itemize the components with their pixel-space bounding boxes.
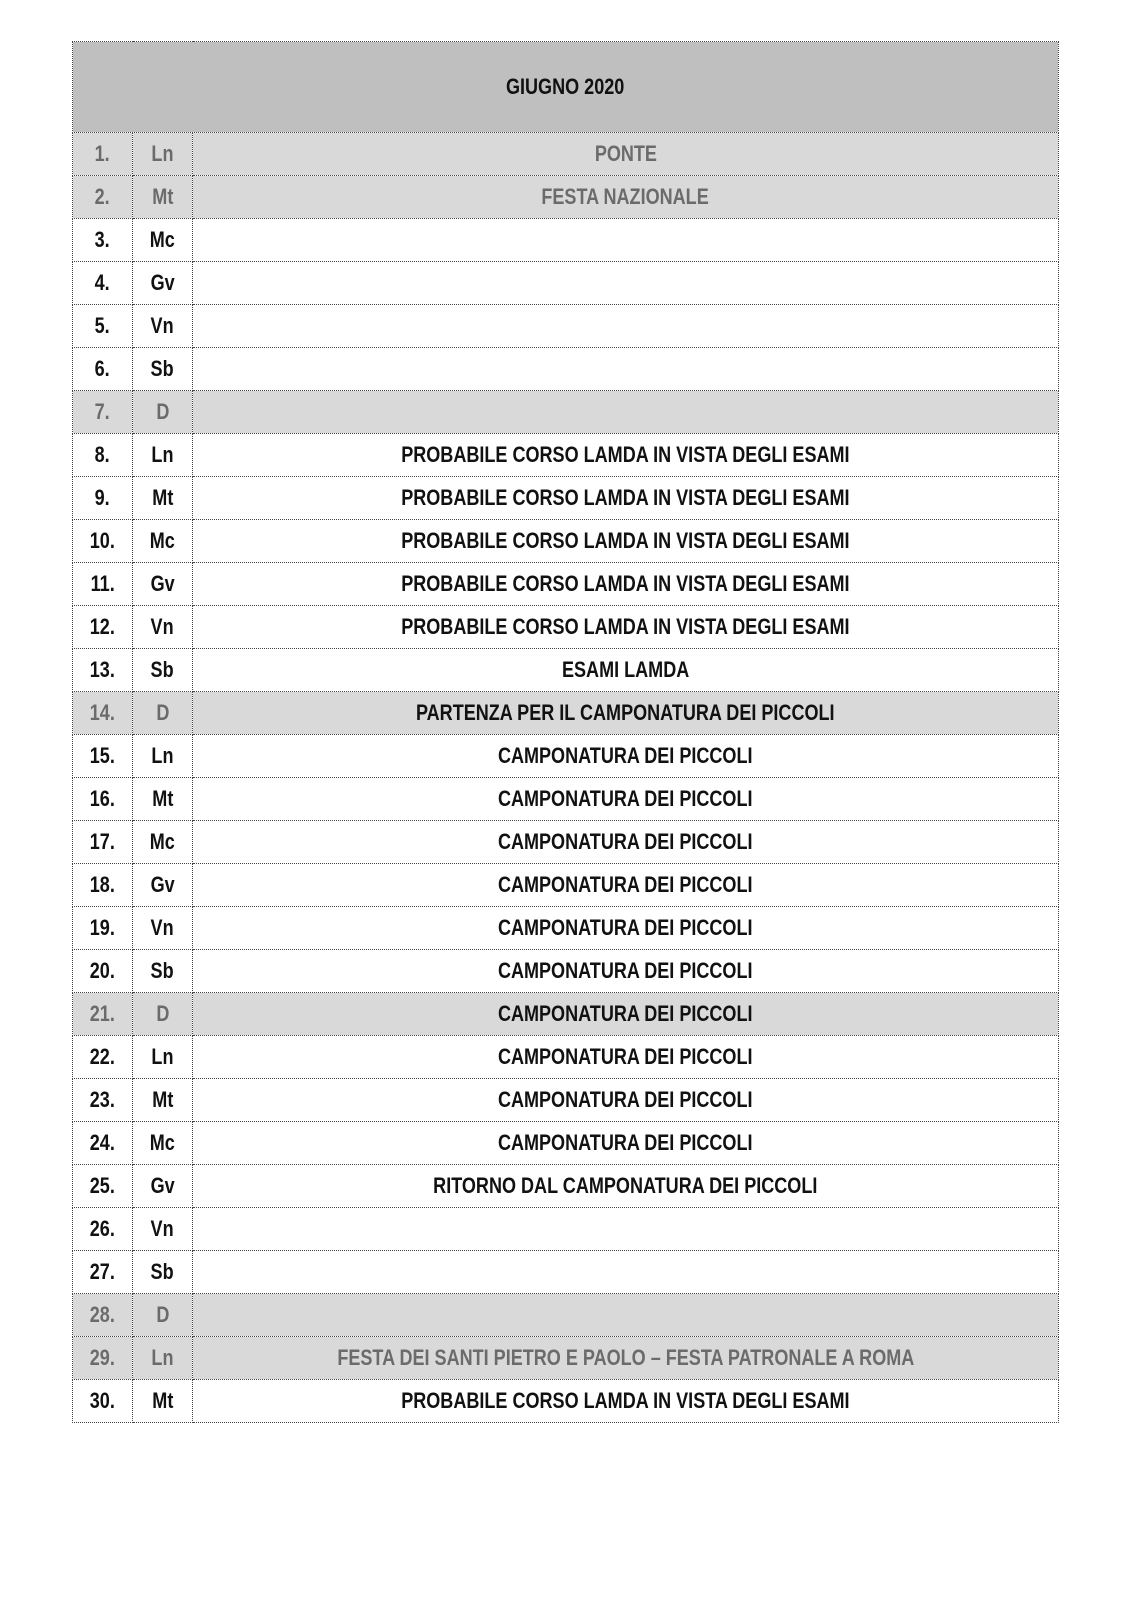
weekday-cell-text: Mc: [149, 227, 176, 252]
day-number-cell-text: 25.: [89, 1173, 116, 1198]
day-number-cell: [73, 1122, 133, 1165]
weekday-cell: [133, 821, 193, 864]
day-number-cell-text: 6.: [94, 356, 111, 381]
day-number-cell: [73, 1251, 133, 1294]
day-number-cell: [73, 778, 133, 821]
event-cell: [193, 1208, 1059, 1251]
calendar-table: [72, 41, 1059, 1423]
weekday-cell: [133, 219, 193, 262]
weekday-cell: [133, 735, 193, 778]
event-cell: [193, 391, 1059, 434]
weekday-cell-text: Mc: [149, 829, 176, 854]
day-number-cell-text: 4.: [94, 270, 111, 295]
day-number-cell: [73, 262, 133, 305]
weekday-cell: [133, 348, 193, 391]
weekday-cell-text: Vn: [150, 313, 175, 338]
calendar-header-row: [73, 42, 1059, 133]
day-number-cell: [73, 133, 133, 176]
weekday-cell-text: D: [155, 399, 170, 424]
event-cell-text: CAMPONATURA DEI PICCOLI: [498, 1044, 753, 1069]
calendar-row: [73, 1079, 1059, 1122]
day-number-cell: [73, 692, 133, 735]
event-cell: [193, 1337, 1059, 1380]
day-number-cell: [73, 391, 133, 434]
event-cell: [193, 133, 1059, 176]
event-cell-text: CAMPONATURA DEI PICCOLI: [498, 915, 753, 940]
weekday-cell-text: D: [155, 700, 170, 725]
event-cell: [193, 993, 1059, 1036]
event-cell-text: PROBABILE CORSO LAMDA IN VISTA DEGLI ESAMI: [401, 614, 850, 639]
calendar-row: [73, 993, 1059, 1036]
day-number-cell: [73, 864, 133, 907]
day-number-cell-text: 14.: [89, 700, 116, 725]
day-number-cell: [73, 1165, 133, 1208]
weekday-cell-text: Mc: [149, 1130, 176, 1155]
weekday-cell: [133, 477, 193, 520]
event-cell-text: CAMPONATURA DEI PICCOLI: [498, 1001, 753, 1026]
event-cell: [193, 348, 1059, 391]
calendar-row: [73, 348, 1059, 391]
month-title-text: GIUGNO 2020: [506, 74, 625, 99]
day-number-cell-text: 20.: [89, 958, 116, 983]
event-cell: [193, 477, 1059, 520]
weekday-cell: [133, 907, 193, 950]
calendar-row: [73, 1337, 1059, 1380]
day-number-cell: [73, 305, 133, 348]
weekday-cell: [133, 778, 193, 821]
weekday-cell-text: Mt: [151, 485, 174, 510]
event-cell: [193, 1036, 1059, 1079]
calendar-row: [73, 735, 1059, 778]
event-cell: [193, 1079, 1059, 1122]
day-number-cell: [73, 1036, 133, 1079]
calendar-row: [73, 1122, 1059, 1165]
weekday-cell-text: Mt: [151, 184, 174, 209]
weekday-cell-text: Sb: [150, 958, 175, 983]
calendar-row: [73, 133, 1059, 176]
weekday-cell-text: Vn: [150, 915, 175, 940]
event-cell-text: FESTA NAZIONALE: [541, 184, 710, 209]
day-number-cell: [73, 735, 133, 778]
event-cell-text: CAMPONATURA DEI PICCOLI: [498, 786, 753, 811]
event-cell: [193, 821, 1059, 864]
calendar-row: [73, 176, 1059, 219]
event-cell: [193, 434, 1059, 477]
weekday-cell: [133, 993, 193, 1036]
calendar-row: [73, 821, 1059, 864]
day-number-cell: [73, 520, 133, 563]
event-cell: [193, 1122, 1059, 1165]
weekday-cell-text: D: [155, 1001, 170, 1026]
day-number-cell-text: 8.: [94, 442, 111, 467]
weekday-cell-text: Gv: [150, 571, 175, 596]
weekday-cell-text: Ln: [151, 743, 174, 768]
weekday-cell-text: Ln: [151, 1044, 174, 1069]
day-number-cell-text: 23.: [89, 1087, 116, 1112]
day-number-cell-text: 3.: [94, 227, 111, 252]
weekday-cell-text: Gv: [150, 270, 175, 295]
event-cell-text: CAMPONATURA DEI PICCOLI: [498, 1130, 753, 1155]
event-cell: [193, 305, 1059, 348]
event-cell: [193, 1251, 1059, 1294]
event-cell: [193, 262, 1059, 305]
weekday-cell: [133, 391, 193, 434]
weekday-cell: [133, 649, 193, 692]
day-number-cell-text: 5.: [94, 313, 111, 338]
weekday-cell: [133, 1337, 193, 1380]
day-number-cell-text: 21.: [89, 1001, 116, 1026]
weekday-cell: [133, 1380, 193, 1423]
event-cell-text: CAMPONATURA DEI PICCOLI: [498, 958, 753, 983]
event-cell: [193, 563, 1059, 606]
day-number-cell: [73, 477, 133, 520]
weekday-cell-text: Sb: [150, 657, 175, 682]
day-number-cell-text: 15.: [89, 743, 116, 768]
event-cell-text: CAMPONATURA DEI PICCOLI: [498, 1087, 753, 1112]
event-cell: [193, 864, 1059, 907]
event-cell-text: RITORNO DAL CAMPONATURA DEI PICCOLI: [433, 1173, 818, 1198]
weekday-cell-text: Gv: [150, 872, 175, 897]
event-cell-text: CAMPONATURA DEI PICCOLI: [498, 743, 753, 768]
day-number-cell: [73, 1208, 133, 1251]
weekday-cell: [133, 1165, 193, 1208]
calendar-row: [73, 477, 1059, 520]
calendar-row: [73, 1165, 1059, 1208]
calendar-row: [73, 391, 1059, 434]
weekday-cell: [133, 262, 193, 305]
event-cell-text: CAMPONATURA DEI PICCOLI: [498, 872, 753, 897]
day-number-cell: [73, 950, 133, 993]
day-number-cell-text: 27.: [89, 1259, 116, 1284]
weekday-cell: [133, 176, 193, 219]
weekday-cell: [133, 606, 193, 649]
event-cell-text: PROBABILE CORSO LAMDA IN VISTA DEGLI ESAMI: [401, 442, 850, 467]
weekday-cell-text: Mt: [151, 1087, 174, 1112]
calendar-row: [73, 1380, 1059, 1423]
weekday-cell: [133, 1251, 193, 1294]
calendar-row: [73, 778, 1059, 821]
calendar-row: [73, 1036, 1059, 1079]
weekday-cell-text: Sb: [150, 356, 175, 381]
weekday-cell: [133, 1036, 193, 1079]
event-cell: [193, 606, 1059, 649]
event-cell: [193, 735, 1059, 778]
event-cell: [193, 778, 1059, 821]
day-number-cell: [73, 348, 133, 391]
weekday-cell-text: Sb: [150, 1259, 175, 1284]
calendar-row: [73, 520, 1059, 563]
event-cell-text: ESAMI LAMDA: [561, 657, 690, 682]
day-number-cell: [73, 993, 133, 1036]
event-cell: [193, 1380, 1059, 1423]
day-number-cell: [73, 1380, 133, 1423]
event-cell: [193, 950, 1059, 993]
day-number-cell-text: 29.: [89, 1345, 116, 1370]
calendar-row: [73, 1251, 1059, 1294]
day-number-cell: [73, 176, 133, 219]
weekday-cell-text: Mt: [151, 786, 174, 811]
event-cell-text: PROBABILE CORSO LAMDA IN VISTA DEGLI ESAMI: [401, 485, 850, 510]
day-number-cell-text: 7.: [94, 399, 111, 424]
day-number-cell: [73, 219, 133, 262]
calendar-row: [73, 907, 1059, 950]
event-cell-text: CAMPONATURA DEI PICCOLI: [498, 829, 753, 854]
weekday-cell: [133, 305, 193, 348]
event-cell: [193, 219, 1059, 262]
day-number-cell-text: 12.: [89, 614, 116, 639]
event-cell-text: PROBABILE CORSO LAMDA IN VISTA DEGLI ESAMI: [401, 1388, 850, 1413]
event-cell: [193, 176, 1059, 219]
event-cell-text: PONTE: [594, 141, 657, 166]
weekday-cell: [133, 1079, 193, 1122]
day-number-cell-text: 22.: [89, 1044, 116, 1069]
weekday-cell: [133, 520, 193, 563]
weekday-cell-text: Ln: [151, 1345, 174, 1370]
day-number-cell: [73, 907, 133, 950]
event-cell-text: FESTA DEI SANTI PIETRO E PAOLO – FESTA PATRONALE A ROMA: [337, 1345, 914, 1370]
day-number-cell-text: 9.: [94, 485, 111, 510]
event-cell: [193, 1294, 1059, 1337]
weekday-cell: [133, 563, 193, 606]
weekday-cell: [133, 1294, 193, 1337]
weekday-cell-text: Vn: [150, 1216, 175, 1241]
month-title: [73, 42, 1059, 133]
event-cell: [193, 520, 1059, 563]
calendar-row: [73, 864, 1059, 907]
day-number-cell-text: 18.: [89, 872, 116, 897]
day-number-cell-text: 17.: [89, 829, 116, 854]
day-number-cell-text: 26.: [89, 1216, 116, 1241]
event-cell: [193, 649, 1059, 692]
weekday-cell-text: Vn: [150, 614, 175, 639]
day-number-cell-text: 13.: [89, 657, 116, 682]
weekday-cell-text: D: [155, 1302, 170, 1327]
day-number-cell-text: 1.: [94, 141, 111, 166]
weekday-cell: [133, 692, 193, 735]
calendar-row: [73, 692, 1059, 735]
weekday-cell: [133, 950, 193, 993]
weekday-cell: [133, 864, 193, 907]
day-number-cell-text: 2.: [94, 184, 111, 209]
event-cell: [193, 692, 1059, 735]
day-number-cell: [73, 1294, 133, 1337]
calendar-row: [73, 563, 1059, 606]
weekday-cell-text: Ln: [151, 442, 174, 467]
day-number-cell: [73, 649, 133, 692]
day-number-cell: [73, 434, 133, 477]
weekday-cell-text: Mt: [151, 1388, 174, 1413]
day-number-cell: [73, 563, 133, 606]
event-cell: [193, 1165, 1059, 1208]
calendar-row: [73, 305, 1059, 348]
day-number-cell: [73, 821, 133, 864]
event-cell-text: PROBABILE CORSO LAMDA IN VISTA DEGLI ESAMI: [401, 528, 850, 553]
weekday-cell-text: Mc: [149, 528, 176, 553]
day-number-cell-text: 24.: [89, 1130, 116, 1155]
calendar-row: [73, 950, 1059, 993]
calendar-row: [73, 434, 1059, 477]
calendar-row: [73, 1294, 1059, 1337]
event-cell-text: PARTENZA PER IL CAMPONATURA DEI PICCOLI: [416, 700, 835, 725]
day-number-cell: [73, 1337, 133, 1380]
calendar-row: [73, 606, 1059, 649]
day-number-cell-text: 11.: [90, 571, 115, 596]
event-cell: [193, 907, 1059, 950]
day-number-cell-text: 10.: [89, 528, 116, 553]
weekday-cell: [133, 1208, 193, 1251]
day-number-cell-text: 28.: [89, 1302, 116, 1327]
calendar-body: [73, 133, 1059, 1423]
weekday-cell: [133, 1122, 193, 1165]
calendar-row: [73, 262, 1059, 305]
weekday-cell: [133, 133, 193, 176]
day-number-cell: [73, 1079, 133, 1122]
day-number-cell: [73, 606, 133, 649]
calendar-row: [73, 219, 1059, 262]
weekday-cell-text: Gv: [150, 1173, 175, 1198]
day-number-cell-text: 19.: [89, 915, 116, 940]
calendar-row: [73, 649, 1059, 692]
day-number-cell-text: 30.: [89, 1388, 116, 1413]
weekday-cell: [133, 434, 193, 477]
weekday-cell-text: Ln: [151, 141, 174, 166]
day-number-cell-text: 16.: [89, 786, 116, 811]
event-cell-text: PROBABILE CORSO LAMDA IN VISTA DEGLI ESAMI: [401, 571, 850, 596]
calendar-row: [73, 1208, 1059, 1251]
